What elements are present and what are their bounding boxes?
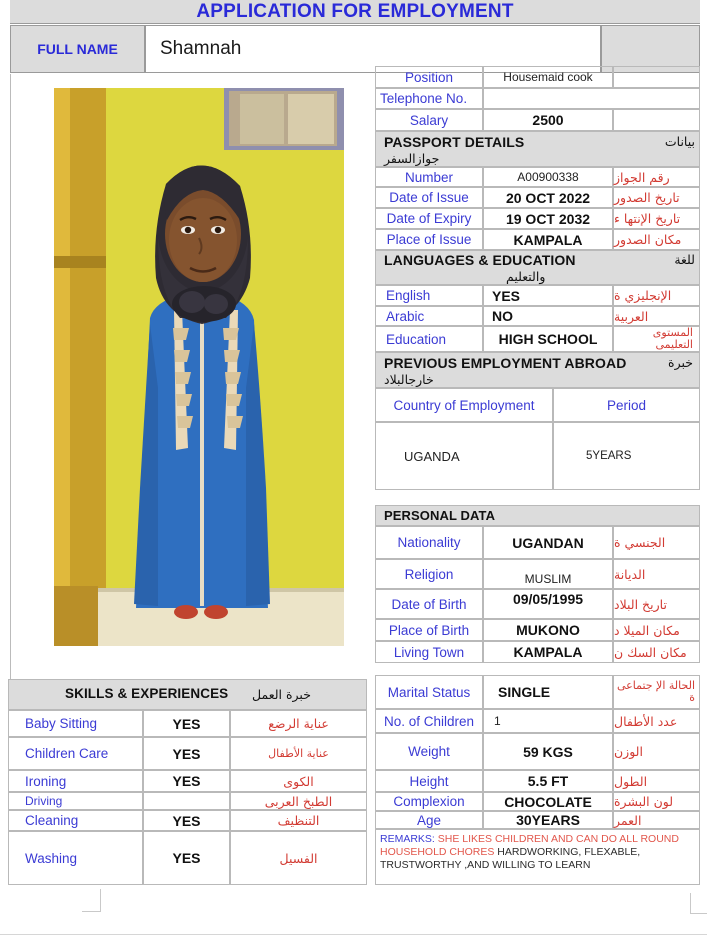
age-label: Age: [416, 812, 442, 828]
arabic-label: Arabic: [386, 308, 425, 324]
weight-arabic: الوزن: [613, 733, 700, 770]
english-arabic: الإنجليزي ة: [613, 285, 700, 306]
period-header: Period: [553, 388, 700, 422]
marital-status-label: Marital Status: [387, 684, 471, 700]
religion-label-cell: [375, 559, 483, 589]
cleaning-label-cell: [8, 810, 143, 831]
marital-status-arabic: الحالة الإ جتماعى ة: [613, 675, 700, 709]
complexion-value: CHOCOLATE: [504, 793, 592, 810]
passport-section-tag-arabic: بيانات: [664, 134, 695, 149]
age-label-cell: [375, 811, 483, 829]
page-bottom-edge: [0, 934, 707, 935]
education-arabic: المستوى التعليمى: [613, 326, 700, 352]
ironing-label-cell: [8, 770, 143, 792]
position-extra-cell: [613, 66, 700, 88]
marital-status-label-cell: [375, 675, 483, 709]
period-value: 5YEARS: [586, 450, 632, 462]
children-care-arabic: عناية الأطفال: [230, 737, 367, 770]
position-value: Housemaid cook: [503, 70, 593, 84]
weight-label-cell: [375, 733, 483, 770]
previous-employment-section-band: [375, 352, 700, 388]
english-value: YES: [492, 287, 521, 304]
page-corner-mark-left: [82, 889, 101, 912]
full-name-value: Shamnah: [160, 38, 242, 59]
skills-section-title: SKILLS & EXPERIENCES: [65, 686, 229, 701]
salary-value: 2500: [532, 112, 564, 128]
place-of-birth-label: Place of Birth: [388, 622, 470, 638]
languages-section-band: [375, 250, 700, 285]
driving-arabic: الطبخ العربى: [230, 792, 367, 810]
full-name-label-cell: [10, 25, 145, 73]
marital-status-value-cell[interactable]: [483, 675, 613, 709]
washing-value-cell[interactable]: [143, 831, 230, 885]
period-value-cell[interactable]: [553, 422, 700, 490]
education-value-cell[interactable]: [483, 326, 613, 352]
date-of-birth-value-cell[interactable]: [483, 589, 613, 619]
religion-value-cell[interactable]: [483, 559, 613, 589]
children-care-value: YES: [172, 745, 201, 762]
age-value: 30YEARS: [516, 812, 580, 828]
page-corner-mark-right: [690, 893, 707, 914]
complexion-arabic: لون البشرة: [613, 792, 700, 811]
remarks-highlight: SHE LIKES CHILDREN AND CAN DO ALL ROUND HOUSEHOLD CHORES: [380, 833, 679, 858]
salary-label: Salary: [409, 112, 449, 128]
photo-frame: [10, 74, 370, 679]
remarks-label: REMARKS:: [380, 833, 435, 845]
place-of-birth-value: MUKONO: [516, 622, 580, 638]
date-of-birth-label-cell: [375, 589, 483, 619]
age-arabic: العمر: [613, 811, 700, 829]
children-count-value-cell[interactable]: [483, 709, 613, 733]
salary-label-cell: [375, 109, 483, 131]
position-label: Position: [404, 69, 454, 85]
children-care-value-cell[interactable]: [143, 737, 230, 770]
cleaning-value-cell[interactable]: [143, 810, 230, 831]
marital-status-value: SINGLE: [498, 684, 551, 700]
baby-sitting-label-cell: [8, 710, 143, 737]
children-count-value: 1: [494, 714, 501, 728]
date-of-birth-value: 09/05/1995: [512, 591, 584, 607]
date-of-issue-value-cell[interactable]: [483, 187, 613, 208]
languages-section-tag-arabic: للغة: [674, 252, 695, 267]
religion-label: Religion: [404, 566, 454, 582]
remarks-text: HARDWORKING, FLEXABLE, TRUSTWORTHY ,AND WILLING TO LEARN: [380, 846, 641, 871]
passport-section-band: [375, 131, 700, 167]
passport-section-title-arabic: جوازالسفر: [384, 151, 440, 166]
previous-employment-section-title-arabic: خارجالبلاد: [384, 372, 434, 387]
nationality-value: UGANDAN: [512, 534, 584, 551]
skills-section-band: [8, 679, 367, 710]
baby-sitting-value-cell[interactable]: [143, 710, 230, 737]
driving-label: Driving: [25, 794, 63, 808]
age-value-cell[interactable]: [483, 811, 613, 829]
height-label-cell: [375, 770, 483, 792]
place-of-issue-value-cell[interactable]: [483, 229, 613, 250]
languages-section-title: LANGUAGES & EDUCATION: [384, 252, 576, 268]
place-of-issue-label-cell: [375, 229, 483, 250]
passport-number-value: A00900338: [517, 170, 579, 184]
date-of-issue-label: Date of Issue: [389, 190, 469, 205]
children-care-label: Children Care: [25, 746, 109, 761]
complexion-label-cell: [375, 792, 483, 811]
washing-label: Washing: [25, 850, 78, 866]
country-of-employment-header: Country of Employment: [375, 388, 553, 422]
arabic-value-cell[interactable]: [483, 306, 613, 326]
nationality-label: Nationality: [397, 535, 461, 550]
cleaning-label: Cleaning: [25, 813, 79, 828]
ironing-value: YES: [172, 773, 201, 789]
living-town-label-cell: [375, 641, 483, 663]
weight-label: Weight: [408, 744, 450, 759]
ironing-arabic: الكوى: [230, 770, 367, 792]
english-label: English: [386, 288, 431, 303]
place-of-issue-value: KAMPALA: [513, 231, 583, 248]
applicant-photo-image: [54, 88, 344, 646]
driving-label-cell: [8, 792, 143, 810]
education-label: Education: [386, 331, 447, 347]
height-label: Height: [409, 773, 449, 789]
passport-number-value-cell[interactable]: [483, 167, 613, 187]
country-of-employment-value-cell[interactable]: [375, 422, 553, 490]
education-label-cell: [375, 326, 483, 352]
date-of-expiry-label: Date of Expiry: [386, 211, 472, 226]
date-of-birth-label: Date of Birth: [391, 596, 467, 612]
personal-data-section-band: [375, 505, 700, 526]
height-value-cell[interactable]: [483, 770, 613, 792]
full-name-label: FULL NAME: [37, 41, 118, 57]
place-of-issue-arabic: مكان الصدور: [613, 229, 700, 250]
personal-data-section-title: PERSONAL DATA: [384, 508, 496, 523]
living-town-arabic: مكان السك ن: [613, 641, 700, 663]
nationality-label-cell: [375, 526, 483, 559]
form-title-bar: [10, 0, 700, 24]
salary-value-cell[interactable]: [483, 109, 613, 131]
baby-sitting-value: YES: [172, 715, 201, 732]
place-of-birth-arabic: مكان الميلا د: [613, 619, 700, 641]
date-of-issue-arabic: تاريخ الصدور: [613, 187, 700, 208]
position-label-cell: [375, 66, 483, 88]
arabic-arabic: العربية: [613, 306, 700, 326]
telephone-label: Telephone No.: [380, 91, 468, 106]
living-town-value-cell[interactable]: [483, 641, 613, 663]
living-town-label: Living Town: [393, 644, 465, 660]
children-count-label-cell: [375, 709, 483, 733]
education-value: HIGH SCHOOL: [498, 331, 598, 347]
applicant-photo: [54, 88, 344, 646]
ironing-label: Ironing: [25, 773, 67, 789]
complexion-label: Complexion: [393, 794, 465, 809]
arabic-value: NO: [492, 308, 513, 324]
passport-number-label-cell: [375, 167, 483, 187]
date-of-birth-arabic: تاريخ البلاد: [613, 589, 700, 619]
telephone-label-cell: [375, 88, 483, 109]
washing-value: YES: [172, 850, 201, 866]
height-value: 5.5 FT: [527, 773, 569, 789]
passport-number-arabic: رقم الجواز: [613, 167, 700, 187]
country-of-employment-value: UGANDA: [404, 448, 460, 464]
page-title: APPLICATION FOR EMPLOYMENT: [196, 0, 514, 22]
weight-value: 59 KGS: [523, 743, 573, 760]
baby-sitting-arabic: عناية الرضع: [230, 710, 367, 737]
washing-label-cell: [8, 831, 143, 885]
children-count-arabic: عدد الأطفال: [613, 709, 700, 733]
english-value-cell[interactable]: [483, 285, 613, 306]
telephone-value-cell[interactable]: [483, 88, 700, 109]
date-of-issue-value: 20 OCT 2022: [505, 189, 591, 206]
position-value-cell[interactable]: [483, 66, 613, 88]
previous-employment-section-title: PREVIOUS EMPLOYMENT ABROAD: [384, 355, 627, 371]
remarks-box: [375, 829, 700, 885]
english-label-cell: [375, 285, 483, 306]
date-of-issue-label-cell: [375, 187, 483, 208]
previous-employment-section-tag-arabic: خبرة: [668, 355, 693, 370]
place-of-birth-label-cell: [375, 619, 483, 641]
passport-number-label: Number: [404, 169, 453, 185]
baby-sitting-label: Baby Sitting: [25, 716, 98, 731]
date-of-expiry-label-cell: [375, 208, 483, 229]
religion-arabic: الديانة: [613, 559, 700, 589]
nationality-arabic: الجنسي ة: [613, 526, 700, 559]
ironing-value-cell[interactable]: [143, 770, 230, 792]
living-town-value: KAMPALA: [513, 644, 583, 660]
cleaning-value: YES: [172, 812, 201, 829]
complexion-value-cell[interactable]: [483, 792, 613, 811]
languages-section-title-arabic: والتعليم: [506, 269, 546, 284]
place-of-birth-value-cell[interactable]: [483, 619, 613, 641]
date-of-expiry-value: 19 OCT 2032: [505, 210, 591, 227]
salary-extra-cell: [613, 109, 700, 131]
cleaning-arabic: التنظيف: [230, 810, 367, 831]
driving-value-cell[interactable]: [143, 792, 230, 810]
place-of-issue-label: Place of Issue: [386, 232, 472, 247]
nationality-value-cell[interactable]: [483, 526, 613, 559]
date-of-expiry-value-cell[interactable]: [483, 208, 613, 229]
washing-arabic: الفسيل: [230, 831, 367, 885]
religion-value: MUSLIM: [524, 572, 572, 586]
passport-section-title: PASSPORT DETAILS: [384, 134, 525, 150]
children-care-label-cell: [8, 737, 143, 770]
children-count-label: No. of Children: [383, 713, 475, 729]
height-arabic: الطول: [613, 770, 700, 792]
date-of-expiry-arabic: تاريخ الإنتها ء: [613, 208, 700, 229]
skills-section-title-arabic: خبرة العمل: [252, 687, 311, 702]
weight-value-cell[interactable]: [483, 733, 613, 770]
arabic-label-cell: [375, 306, 483, 326]
